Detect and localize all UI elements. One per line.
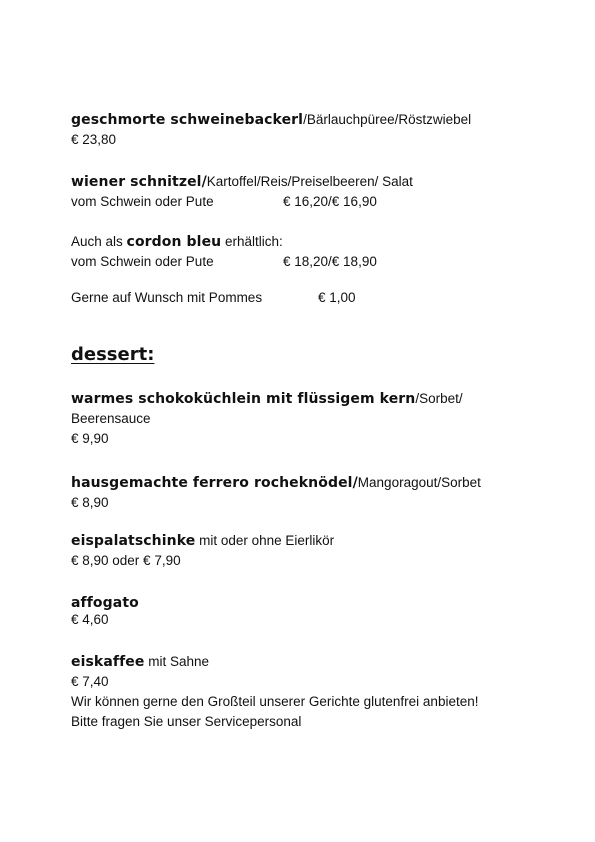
menu-item-eiskaffee: [71, 652, 209, 672]
menu-item-eispalatschinke: [71, 531, 334, 551]
price: € 16,20/€ 16,90: [283, 194, 377, 209]
menu-item-schokokuechlein: [71, 389, 463, 409]
dish-name: geschmorte schweinebackerl: [71, 112, 304, 128]
dish-name: cordon bleu: [126, 234, 222, 250]
staff-note: Bitte fragen Sie unser Servicepersonal: [71, 714, 302, 729]
dish-description: Mangoragout/Sorbet: [357, 475, 481, 490]
dish-name: eiskaffee: [71, 654, 145, 670]
menu-item-schweinebackerl: [71, 110, 471, 130]
dish-name: affogato: [71, 595, 139, 611]
dish-description: Kartoffel/Reis/Preiselbeeren/ Salat: [206, 174, 413, 189]
price: € 18,20/€ 18,90: [283, 254, 377, 269]
section-heading-dessert: dessert:: [71, 344, 155, 365]
dish-description: /Bärlauchpüree/Röstzwiebel: [303, 112, 472, 127]
prefix-text: Auch als: [71, 234, 123, 249]
dish-description: mit Sahne: [148, 654, 210, 669]
suffix-text: erhältlich:: [225, 234, 283, 249]
menu-item-ferrero: [71, 473, 481, 493]
gluten-free-note: Wir können gerne den Großteil unserer Gerichte glutenfrei anbieten!: [71, 694, 479, 709]
dish-description: mit oder ohne Eierlikör: [199, 533, 335, 548]
dish-name: wiener schnitzel/: [71, 174, 207, 190]
price: € 8,90: [71, 495, 109, 510]
price: € 9,90: [71, 431, 109, 446]
dish-name: warmes schokoküchlein mit flüssigem kern: [71, 391, 416, 407]
dish-name: eispalatschinke: [71, 533, 196, 549]
dish-description: /Sorbet/: [415, 391, 463, 406]
dish-variant: vom Schwein oder Pute: [71, 254, 214, 269]
price: € 8,90 oder € 7,90: [71, 553, 181, 568]
pommes-note: Gerne auf Wunsch mit Pommes: [71, 290, 263, 305]
price: € 23,80: [71, 132, 117, 147]
price: € 7,40: [71, 674, 109, 689]
price: € 1,00: [318, 290, 356, 305]
dish-variant: vom Schwein oder Pute: [71, 194, 214, 209]
dish-name: hausgemachte ferrero rocheknödel/: [71, 475, 358, 491]
menu-item-schnitzel: [71, 172, 413, 192]
price: € 4,60: [71, 612, 109, 627]
menu-item-cordon-bleu: [71, 232, 283, 252]
dish-description-continued: Beerensauce: [71, 411, 151, 426]
